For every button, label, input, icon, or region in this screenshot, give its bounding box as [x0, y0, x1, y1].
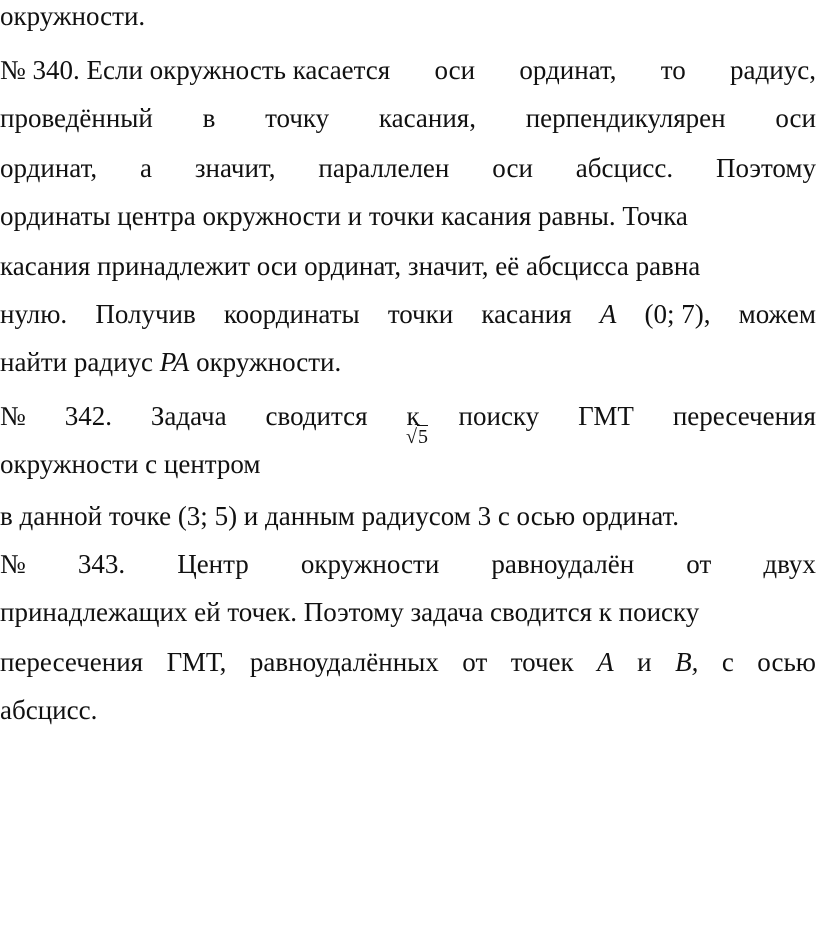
- point-a-label: A: [599, 299, 617, 329]
- p340-line-1: [0, 54, 816, 86]
- word: к: [406, 401, 420, 431]
- word: двух: [763, 549, 816, 579]
- word: касания,: [378, 103, 476, 133]
- word: №: [0, 401, 26, 431]
- line-text: ординаты центра окружности и точки касания равны. Точка: [0, 201, 688, 231]
- point-a-label: A: [597, 647, 614, 677]
- line-text: окружности с центром: [0, 449, 261, 479]
- p340-line-6: [0, 298, 816, 330]
- word: радиус,: [730, 55, 816, 85]
- word: Центр: [177, 549, 249, 579]
- p340-line-4: [0, 200, 816, 232]
- word: от: [462, 647, 488, 677]
- word: ГМТ: [578, 401, 634, 431]
- word: сводится: [265, 401, 368, 431]
- p340-line-2: [0, 102, 816, 134]
- line-text: принадлежащих ей точек. Поэтому задача сводится к поиску: [0, 597, 700, 627]
- word: касания: [481, 299, 572, 329]
- word: окружности: [300, 549, 440, 579]
- word: оси: [775, 103, 816, 133]
- word: с: [721, 647, 734, 677]
- word: Поэтому: [716, 153, 816, 183]
- p342-line-3: [0, 500, 816, 532]
- word: (0; 7),: [644, 299, 711, 329]
- line-text: касания принадлежит оси ординат, значит, её абсцисса равна: [0, 251, 701, 281]
- word: поиску: [458, 401, 540, 431]
- word: оси: [492, 153, 533, 183]
- word: координаты: [223, 299, 360, 329]
- word: осью: [757, 647, 816, 677]
- word: абсцисс.: [575, 153, 674, 183]
- word: от: [686, 549, 712, 579]
- line-text: абсцисс.: [0, 695, 98, 725]
- p343-line-4: [0, 694, 816, 726]
- word: и: [637, 647, 652, 677]
- word: точек: [510, 647, 574, 677]
- radius-label: PA: [159, 347, 190, 377]
- word: № 340. Если окружность касается: [0, 55, 391, 85]
- word: в: [202, 103, 216, 133]
- word: а: [140, 153, 152, 183]
- word: 342.: [64, 401, 112, 431]
- line-text: найти радиус: [0, 347, 154, 377]
- word: Получив: [95, 299, 196, 329]
- p343-line-1: [0, 548, 816, 580]
- word: ГМТ,: [166, 647, 227, 677]
- sqrt-symbol: √: [406, 426, 417, 448]
- word: точки: [387, 299, 454, 329]
- point-b-label: B,: [675, 647, 699, 677]
- p340-line-5: [0, 250, 816, 282]
- word: Задача: [150, 401, 227, 431]
- sqrt-value: 5: [417, 426, 428, 448]
- word: значит,: [194, 153, 276, 183]
- word: пересечения: [0, 647, 144, 677]
- p343-line-2: [0, 596, 816, 628]
- p340-line-3: [0, 152, 816, 184]
- p343-line-3: [0, 646, 816, 678]
- p340-line-7: [0, 346, 816, 378]
- intro-fragment: [0, 0, 816, 32]
- word: равноудалён: [491, 549, 635, 579]
- word: параллелен: [318, 153, 450, 183]
- sqrt-expression: [406, 425, 428, 449]
- intro-text: окружности.: [0, 1, 146, 31]
- word: №: [0, 549, 26, 579]
- word: ординат,: [0, 153, 98, 183]
- p342-line-2: [0, 448, 816, 480]
- word: равноудалённых: [249, 647, 439, 677]
- word: оси: [434, 55, 476, 85]
- word: 343.: [77, 549, 126, 579]
- word: ординат,: [519, 55, 617, 85]
- word: точку: [265, 103, 330, 133]
- word: можем: [738, 299, 816, 329]
- word: проведённый: [0, 103, 153, 133]
- line-text: в данной точке (3; 5) и данным радиусом 3 с осью ординат.: [0, 501, 680, 531]
- word: пересечения: [672, 401, 816, 431]
- line-text: окружности.: [196, 347, 342, 377]
- word: перпендикулярен: [525, 103, 726, 133]
- word: то: [660, 55, 686, 85]
- word: нулю.: [0, 299, 68, 329]
